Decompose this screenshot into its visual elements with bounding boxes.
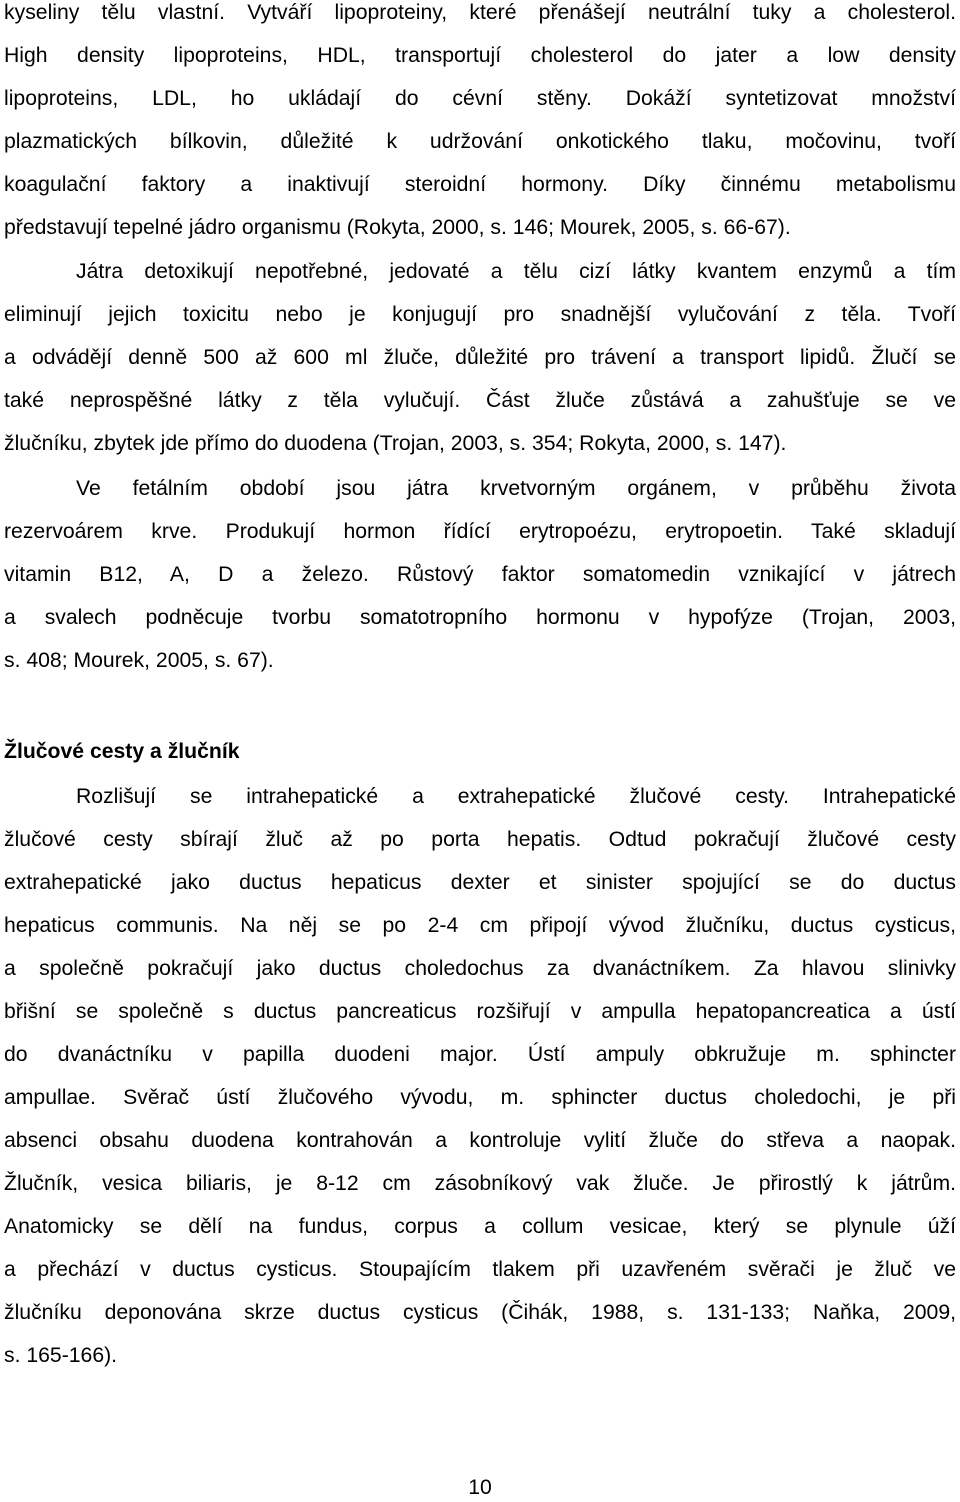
text-line: s. 165-166). (4, 1344, 118, 1367)
text-line: do dvanáctníku v papilla duodeni major. Ústí ampuly obkružuje m. sphincter (4, 1043, 956, 1066)
text-line: žlučníku deponována skrze ductus cysticus (Čihák, 1988, s. 131-133; Naňka, 2009, (4, 1301, 956, 1324)
text-line: představují tepelné jádro organismu (Rokyta, 2000, s. 146; Mourek, 2005, s. 66-67). (4, 216, 791, 239)
text-line: a svalech podněcuje tvorbu somatotropního hormonu v hypofýze (Trojan, 2003, (4, 606, 956, 629)
text-line: koagulační faktory a inaktivují steroidní hormony. Díky činnému metabolismu (4, 173, 956, 196)
text-line: lipoproteins, LDL, ho ukládají do cévní stěny. Dokáží syntetizovat množství (4, 87, 956, 110)
text-line: Žlučník, vesica biliaris, je 8-12 cm zásobníkový vak žluče. Je přirostlý k játrům. (4, 1172, 956, 1195)
text-line: Ve fetálním období jsou játra krvetvorným orgánem, v průběhu života (76, 477, 956, 500)
text-line: eliminují jejich toxicitu nebo je konjugují pro snadnější vylučování z těla. Tvoří (4, 303, 956, 326)
text-line: hepaticus communis. Na něj se po 2-4 cm připojí vývod žlučníku, ductus cysticus, (4, 914, 956, 937)
text-line: také neprospěšné látky z těla vylučují. Část žluče zůstává a zahušťuje se ve (4, 389, 956, 412)
text-line: žlučové cesty sbírají žluč až po porta hepatis. Odtud pokračují žlučové cesty (4, 828, 956, 851)
text-line: plazmatických bílkovin, důležité k udržování onkotického tlaku, močovinu, tvoří (4, 130, 956, 153)
text-line: kyseliny tělu vlastní. Vytváří lipoproteiny, které přenášejí neutrální tuky a cholesterol. (4, 1, 956, 24)
text-line: ampullae. Svěrač ústí žlučového vývodu, m. sphincter ductus choledochi, je při (4, 1086, 956, 1109)
section-heading: Žlučové cesty a žlučník (4, 740, 240, 763)
text-line: a přechází v ductus cysticus. Stoupajícím tlakem při uzavřeném svěrači je žluč ve (4, 1258, 956, 1281)
text-line: s. 408; Mourek, 2005, s. 67). (4, 649, 274, 672)
page-number: 10 (468, 1476, 492, 1499)
text-line: břišní se společně s ductus pancreaticus rozšiřují v ampulla hepatopancreatica a ústí (4, 1000, 956, 1023)
text-line: Rozlišují se intrahepatické a extrahepatické žlučové cesty. Intrahepatické (76, 785, 956, 808)
text-line: absenci obsahu duodena kontrahován a kontroluje vylití žluče do střeva a naopak. (4, 1129, 956, 1152)
text-line: Anatomicky se dělí na fundus, corpus a collum vesicae, který se plynule úží (4, 1215, 956, 1238)
text-line: a společně pokračují jako ductus choledochus za dvanáctníkem. Za hlavou slinivky (4, 957, 956, 980)
text-line: High density lipoproteins, HDL, transportují cholesterol do jater a low density (4, 44, 956, 67)
text-line: rezervoárem krve. Produkují hormon řídící erytropoézu, erytropoetin. Také skladují (4, 520, 956, 543)
text-line: žlučníku, zbytek jde přímo do duodena (Trojan, 2003, s. 354; Rokyta, 2000, s. 147). (4, 432, 787, 455)
text-line: a odvádějí denně 500 až 600 ml žluče, důležité pro trávení a transport lipidů. Žlučí se (4, 346, 956, 369)
text-line: vitamin B12, A, D a železo. Růstový faktor somatomedin vznikající v játrech (4, 563, 956, 586)
text-line: extrahepatické jako ductus hepaticus dexter et sinister spojující se do ductus (4, 871, 956, 894)
text-line: Játra detoxikují nepotřebné, jedovaté a tělu cizí látky kvantem enzymů a tím (76, 260, 956, 283)
